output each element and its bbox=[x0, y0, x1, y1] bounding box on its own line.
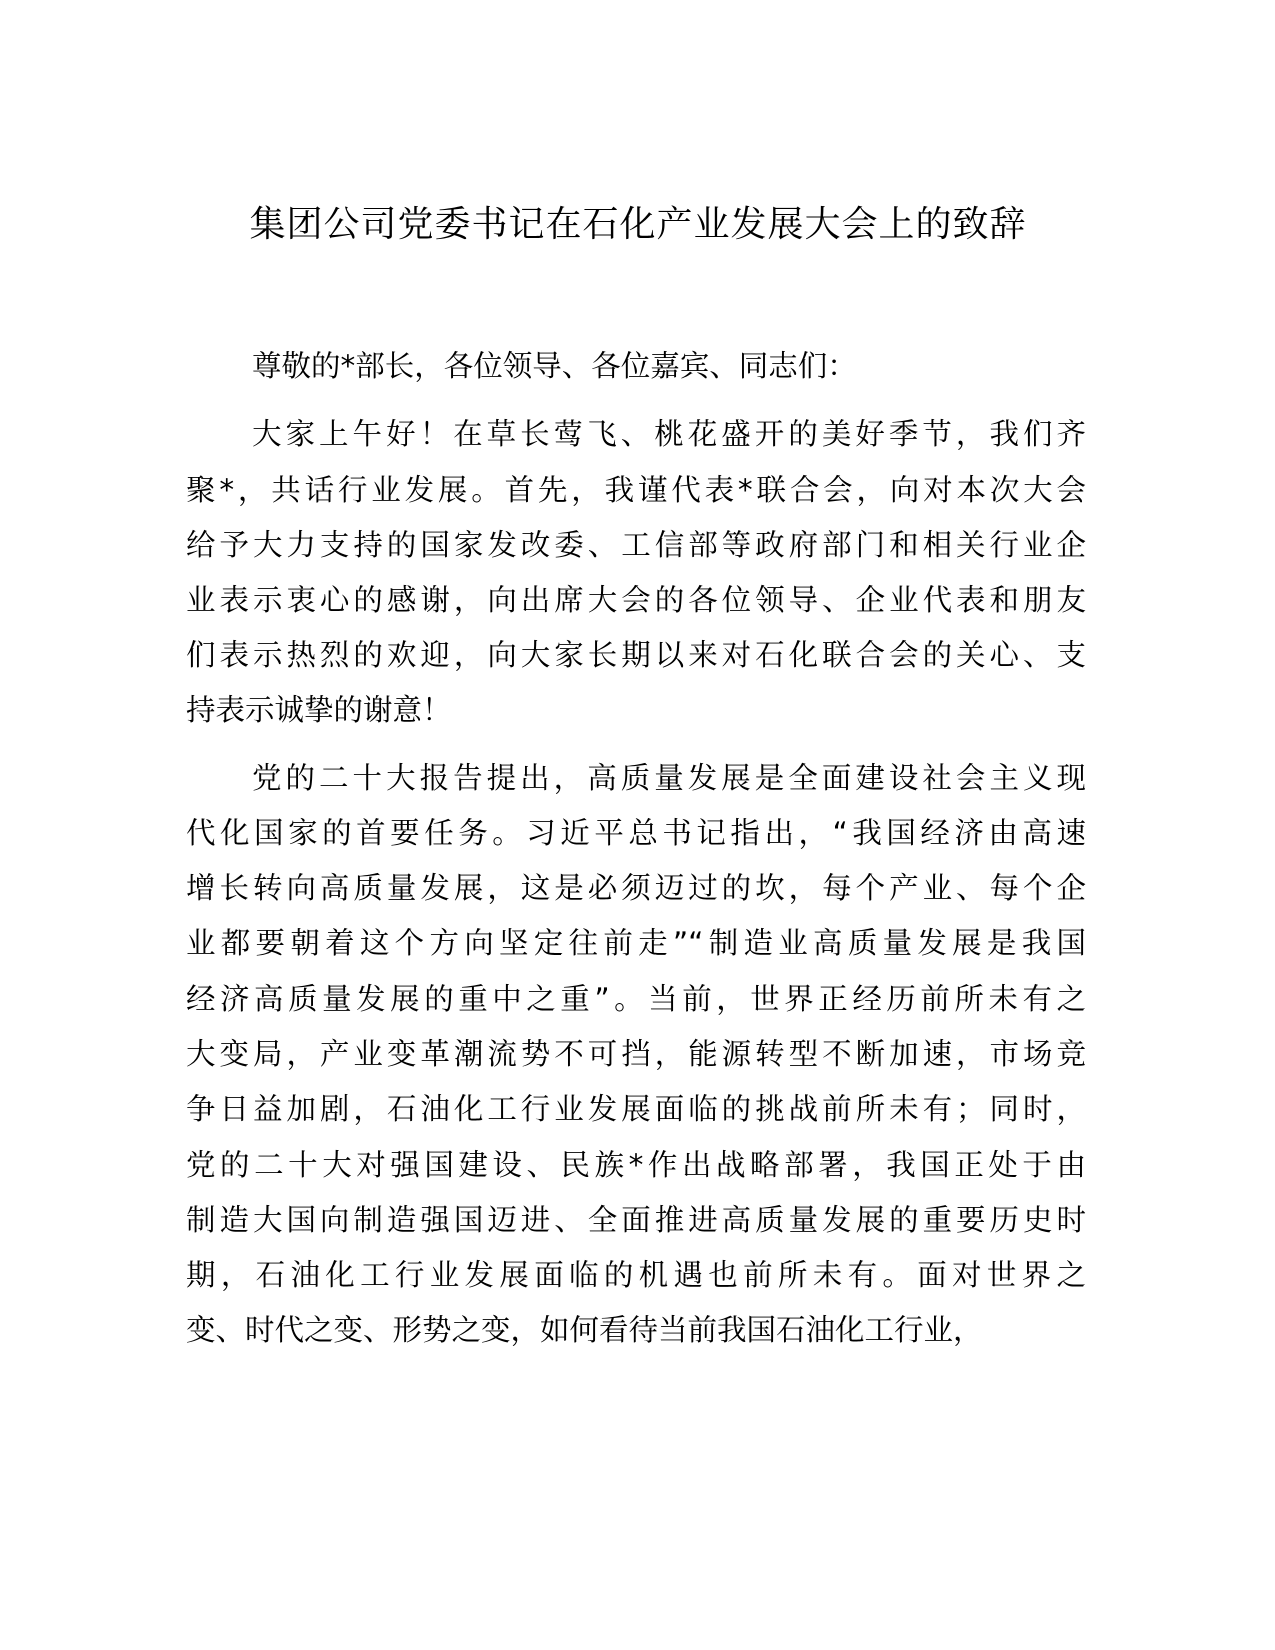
paragraph-line: 经济高质量发展的重中之重”。当前，世界正经历前所未有之 bbox=[186, 982, 1086, 1016]
paragraph-line: 业都要朝着这个方向坚定往前走”“制造业高质量发展是我国 bbox=[186, 926, 1086, 960]
paragraph-line: 大变局，产业变革潮流势不可挡，能源转型不断加速，市场竞 bbox=[186, 1037, 1086, 1071]
paragraph-line: 争日益加剧，石油化工行业发展面临的挑战前所未有；同时， bbox=[186, 1092, 1086, 1126]
paragraph-line: 代化国家的首要任务。习近平总书记指出，“我国经济由高速 bbox=[186, 816, 1086, 850]
document-title: 集团公司党委书记在石化产业发展大会上的致辞 bbox=[249, 204, 1027, 245]
paragraph-line: 给予大力支持的国家发改委、工信部等政府部门和相关行业企 bbox=[186, 528, 1086, 562]
paragraph-line: 增长转向高质量发展，这是必须迈过的坎，每个产业、每个企 bbox=[186, 871, 1086, 905]
paragraph-line: 业表示衷心的感谢，向出席大会的各位领导、企业代表和朋友 bbox=[186, 583, 1086, 617]
paragraph-line: 党的二十大对强国建设、民族*作出战略部署，我国正处于由 bbox=[186, 1148, 1086, 1182]
paragraph-line: 们表示热烈的欢迎，向大家长期以来对石化联合会的关心、支 bbox=[186, 638, 1086, 672]
paragraph-line: 持表示诚挚的谢意！ bbox=[186, 693, 452, 727]
paragraph-line: 党的二十大报告提出，高质量发展是全面建设社会主义现 bbox=[252, 761, 1086, 795]
paragraph-line: 聚*，共话行业发展。首先，我谨代表*联合会，向对本次大会 bbox=[186, 473, 1086, 507]
salutation: 尊敬的*部长，各位领导、各位嘉宾、同志们： bbox=[252, 349, 857, 383]
paragraph-line: 期，石油化工行业发展面临的机遇也前所未有。面对世界之 bbox=[186, 1258, 1086, 1292]
paragraph-line: 大家上午好！在草长莺飞、桃花盛开的美好季节，我们齐 bbox=[252, 417, 1086, 451]
paragraph-line: 变、时代之变、形势之变，如何看待当前我国石油化工行业， bbox=[186, 1313, 983, 1347]
paragraph-line: 制造大国向制造强国迈进、全面推进高质量发展的重要历史时 bbox=[186, 1203, 1086, 1237]
